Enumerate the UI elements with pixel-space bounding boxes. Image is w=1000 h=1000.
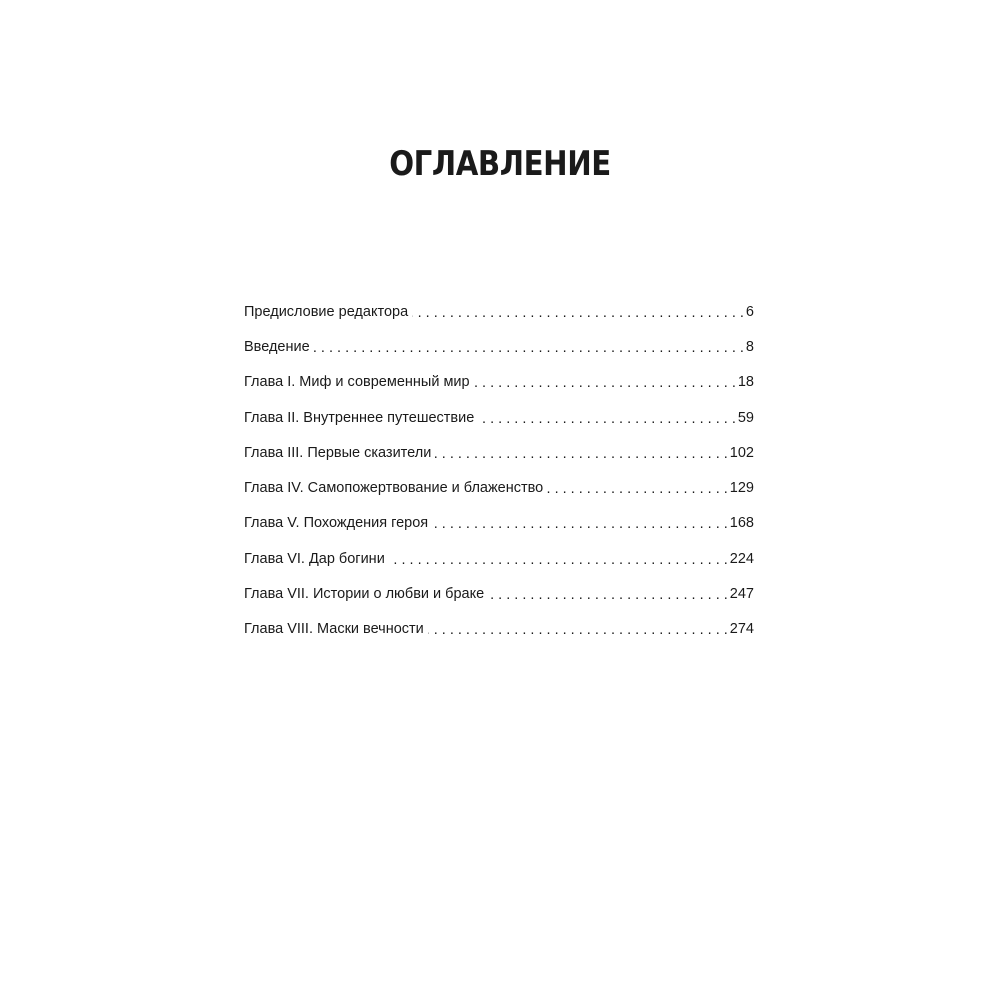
- toc-entry-label: Глава V. Похождения героя: [244, 515, 429, 532]
- toc-entry-chapter-5: [244, 506, 754, 541]
- toc-entry-chapter-4: [244, 470, 754, 505]
- toc-entry-chapter-2: [244, 400, 754, 435]
- toc-entry-label: Глава VIII. Маски вечности: [244, 621, 424, 638]
- toc-entry-preface: [244, 294, 754, 329]
- toc-entry-label: Глава III. Первые сказители: [244, 444, 432, 461]
- dot-leader: [435, 446, 728, 462]
- dot-leader: [478, 411, 736, 427]
- page-title: ОГЛАВЛЕНИЕ: [389, 144, 611, 184]
- toc-entry-label: Введение: [244, 338, 310, 355]
- toc-entry-page: 129: [729, 480, 754, 497]
- toc-entry-chapter-7: [244, 576, 754, 611]
- dot-leader: [432, 516, 728, 532]
- toc-entry-introduction: [244, 329, 754, 364]
- dot-leader: [547, 481, 728, 497]
- toc-entry-label: Глава VII. Истории о любви и браке: [244, 586, 485, 603]
- toc-entry-chapter-1: [244, 365, 754, 400]
- dot-leader: [314, 340, 744, 356]
- toc-entry-chapter-8: [244, 612, 754, 647]
- toc-entry-page: 8: [745, 338, 754, 355]
- toc-entry-page: 18: [737, 374, 754, 391]
- dot-leader: [412, 305, 744, 321]
- toc-entry-page: 6: [745, 303, 754, 320]
- toc-entry-chapter-3: [244, 435, 754, 470]
- toc-entry-page: 224: [729, 550, 754, 567]
- dot-leader: [488, 587, 728, 603]
- toc-entry-page: 247: [729, 586, 754, 603]
- toc-entry-page: 59: [737, 409, 754, 426]
- toc-entry-label: Глава IV. Самопожертвование и блаженство: [244, 480, 544, 497]
- toc-entry-label: Предисловие редактора: [244, 303, 409, 320]
- table-of-contents: [244, 294, 754, 647]
- dot-leader: [474, 375, 736, 391]
- toc-entry-label: Глава I. Миф и современный мир: [244, 374, 470, 391]
- toc-entry-chapter-6: [244, 541, 754, 576]
- toc-entry-page: 168: [729, 515, 754, 532]
- toc-entry-page: 274: [729, 621, 754, 638]
- dot-leader: [389, 552, 728, 568]
- toc-entry-label: Глава VI. Дар богини: [244, 550, 385, 567]
- toc-entry-label: Глава II. Внутреннее путешествие: [244, 409, 475, 426]
- toc-entry-page: 102: [729, 444, 754, 461]
- dot-leader: [428, 622, 728, 638]
